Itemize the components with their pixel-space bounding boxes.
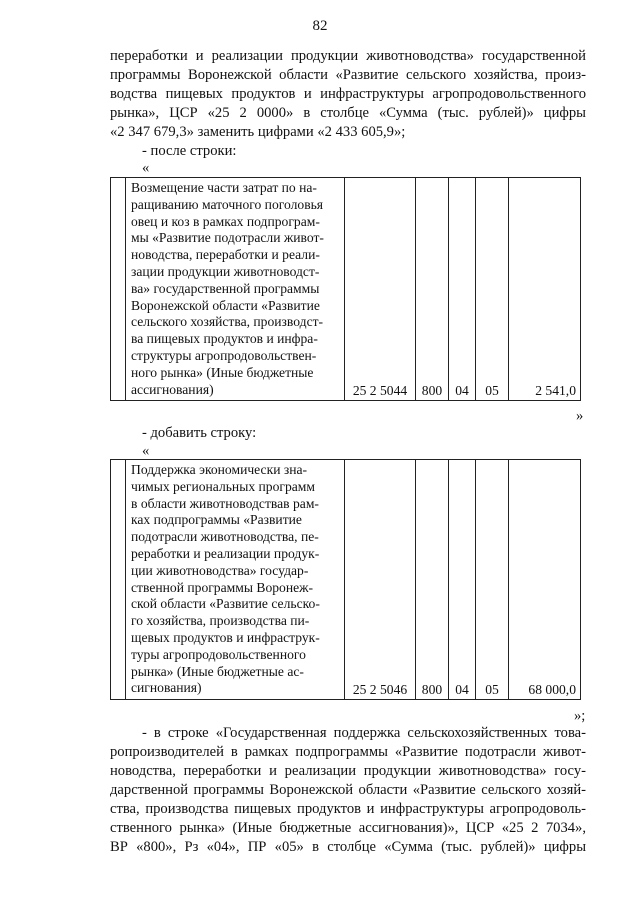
csr-code-cell: 25 2 5046 [345,460,416,700]
table-cell-blank [111,178,126,401]
name-line: структуры агропродовольствен- [131,347,317,363]
vr-code-cell: 800 [416,460,449,700]
after-row-label: - после строки: [142,143,237,159]
text-line: ственного рынка» (Иные бюджетные ассигнования)», ЦСР «25 2 7034», [110,820,586,836]
rz-code-cell: 04 [449,460,476,700]
close-quote: »; [574,708,586,724]
name-line: рынка» (Иные бюджетные ас- [131,663,304,679]
name-line: ской области «Развитие сельско- [131,596,320,612]
table-cell-blank [111,460,126,700]
name-line: ках подпрограммы «Развитие [131,512,302,528]
csr-code-cell: 25 2 5044 [345,178,416,401]
name-line: овец и коз в рамках подпрограм- [131,213,320,229]
name-line: зации продукции животноводст- [131,263,320,279]
name-line: ва пищевых продуктов и инфра- [131,331,318,347]
pr-code-cell: 05 [476,460,509,700]
name-line: сельского хозяйства, производст- [131,314,324,330]
close-quote: » [576,408,584,424]
table-cell-name [126,178,345,401]
text-line: водства пищевых продуктов и инфраструктуры агропродовольственного [110,86,586,102]
text-line: ВР «800», Рз «04», ПР «05» в столбце «Сумма (тыс. рублей)» цифры [110,839,586,855]
table-row [111,178,581,401]
text-line: ропроизводителей в рамках подпрограммы «Развитие подотрасли живот- [110,744,586,760]
add-row-label: - добавить строку: [142,425,257,441]
name-line: го хозяйства, производства пи- [131,613,310,629]
name-line: ции животноводства» государ- [131,562,309,578]
name-line: мы «Развитие подотрасли живот- [131,230,324,246]
name-line: ва» государственной программы [131,280,320,296]
name-line: ного рынка» (Иные бюджетные [131,364,314,380]
table-cell-name [126,460,345,700]
name-line: щевых продуктов и инфраструк- [131,629,320,645]
text-line: переработки и реализации продукции животноводства» государственной [110,48,586,64]
open-quote: « [142,443,150,459]
name-line: Возмещение части затрат по на- [131,180,317,195]
budget-table-existing [110,177,581,401]
rz-code-cell: 04 [449,178,476,401]
text-line: дарственной программы Воронежской области «Развитие сельского хозяй- [110,782,586,798]
sum-cell: 68 000,0 [509,460,581,700]
name-line: Поддержка экономически зна- [131,462,308,477]
text-line: рынка», ЦСР «25 2 0000» в столбце «Сумма (тыс. рублей)» цифры [110,105,586,121]
name-line: в области животноводствав рам- [131,495,319,511]
budget-table-new [110,459,581,700]
name-line: ассигнования) [131,381,214,397]
text-line: новодства, переработки и реализации продукции животноводства» госу- [110,763,586,779]
name-line: сигнования) [131,680,202,696]
name-line: туры агропродовольственного [131,646,306,662]
vr-code-cell: 800 [416,178,449,401]
table-row [111,460,581,700]
final-paragraph [110,724,586,857]
open-quote: « [142,160,150,176]
intro-paragraph [110,47,586,142]
text-line: - в строке «Государственная поддержка сельскохозяйственных това- [142,725,586,741]
text-line: программы Воронежской области «Развитие сельского хозяйства, произ- [110,67,586,83]
name-line: ственной программы Воронеж- [131,579,314,595]
name-line: ращиванию маточного поголовья [131,196,324,212]
name-line: Воронежской области «Развитие [131,297,320,313]
name-line: чимых региональных программ [131,478,316,494]
name-line: новодства, переработки и реали- [131,247,320,263]
page-number: 82 [312,18,328,34]
name-line: реработки и реализации продук- [131,545,320,561]
text-line: ства, производства пищевых продуктов и инфраструктуры агропродоволь- [110,801,586,817]
pr-code-cell: 05 [476,178,509,401]
text-line: «2 347 679,3» заменить цифрами «2 433 605,9»; [110,124,406,140]
name-line: подотрасли животноводства, пе- [131,529,319,545]
sum-cell: 2 541,0 [509,178,581,401]
